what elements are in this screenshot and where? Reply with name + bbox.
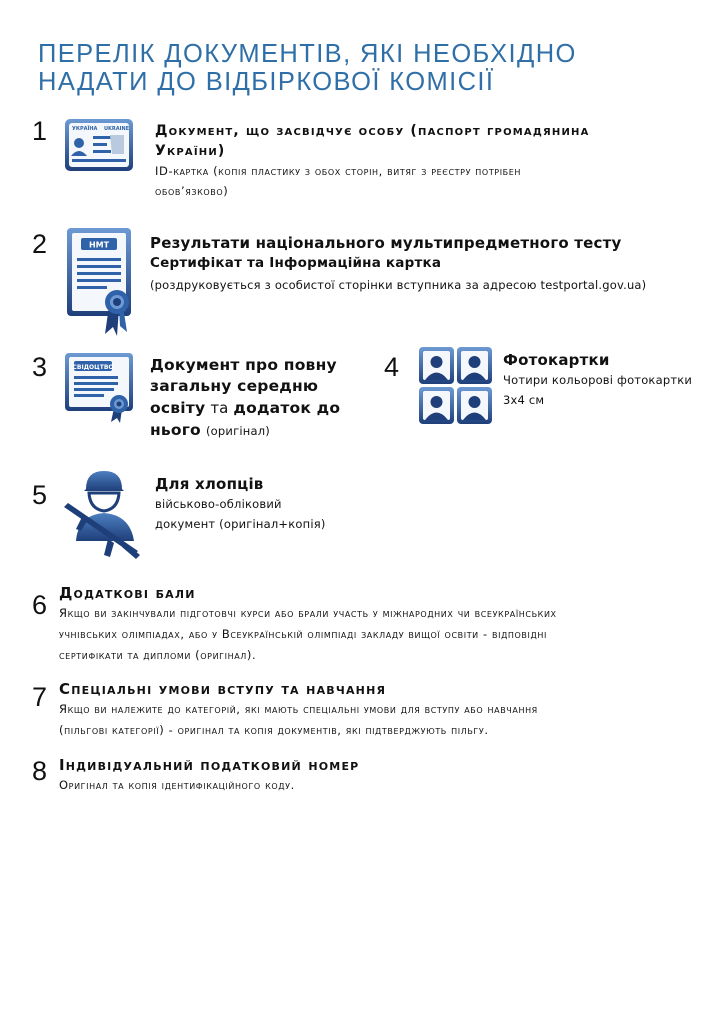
item-3-heading-line-4a: нього — [150, 421, 201, 439]
item-7-note-line-1: Якщо ви належите до категорій, які мають спеціальні умови для вступу або навчання — [59, 702, 538, 716]
item-8-heading: Індивідуальний податковий номер — [59, 756, 360, 774]
item-3-number: 3 — [32, 352, 48, 382]
school-certificate-icon — [64, 352, 136, 424]
item-4-note-line-2: 3х4 см — [503, 393, 545, 407]
svg-text:СВІДОЦТВО: СВІДОЦТВО — [72, 364, 114, 371]
page-title-line-2: НАДАТИ ДО ВІДБІРКОВОЇ КОМІСІЇ — [38, 68, 495, 96]
item-5-text — [155, 474, 455, 534]
item-3-heading-line-4 — [150, 419, 370, 441]
item-1-note-line-2: обов’язково) — [155, 184, 229, 198]
photo-cards-icon — [419, 347, 493, 425]
item-3-heading-line-3 — [150, 397, 370, 419]
soldier-rifle-icon — [62, 469, 142, 561]
item-3-note: (оригінал) — [206, 424, 270, 438]
item-6-number: 6 — [32, 590, 48, 620]
item-8-number: 8 — [32, 756, 48, 786]
item-5-note-line-1: військово-обліковий — [155, 497, 282, 511]
item-4-note-line-1: Чотири кольорові фотокартки — [503, 373, 693, 387]
item-6-note-line-1: Якщо ви закінчували підготовчі курси або брали участь у міжнародних чи всеукраїнських — [59, 606, 557, 620]
item-3-heading-line-1: Документ про повну — [150, 356, 337, 374]
item-1-heading-line-1: Документ, що засвідчує особу (паспорт громадянина — [155, 123, 590, 139]
item-5-number: 5 — [32, 480, 48, 510]
item-2-number: 2 — [32, 229, 48, 259]
item-3-heading-line-3c: додаток до — [233, 399, 341, 417]
item-7-heading: Спеціальні умови вступу та навчання — [59, 680, 387, 698]
item-7-note-line-2: (пільгові категорії) - оригінал та копія документів, які підтверджують пільгу. — [59, 723, 489, 737]
item-3-heading-line-3a: освіту — [150, 399, 206, 417]
item-1-text — [155, 121, 705, 201]
item-7-number: 7 — [32, 682, 48, 712]
item-6-note-line-2: учнівських олімпіадах, або у Всеукраїнській олімпіаді закладу вищої освіти - відповідні — [59, 627, 547, 641]
item-6-text — [59, 583, 709, 666]
item-2-heading: Результати національного мультипредметного тесту — [150, 234, 622, 252]
item-2-subheading: Сертифікат та Інформаційна картка — [150, 255, 442, 271]
item-6-heading: Додаткові бали — [59, 584, 196, 602]
svg-text:UKRAINE: UKRAINE — [104, 126, 130, 132]
item-7-text — [59, 679, 709, 741]
svg-text:НМТ: НМТ — [88, 240, 110, 250]
item-4-text — [503, 350, 713, 410]
item-3-heading-line-2: загальну середню — [150, 377, 319, 395]
passport-id-card-icon — [64, 118, 134, 172]
certificate-ribbon-icon — [65, 226, 137, 338]
item-4-number: 4 — [384, 352, 400, 382]
item-8-note: Оригінал та копія ідентифікаційного коду. — [59, 778, 295, 792]
item-5-note-line-2: документ (оригінал+копія) — [155, 517, 326, 531]
item-1-number: 1 — [32, 116, 48, 146]
item-3-text — [150, 355, 370, 441]
item-6-note-line-3: сертифікати та дипломи (оригінал). — [59, 648, 257, 662]
item-5-heading: Для хлопців — [155, 475, 264, 493]
item-1-note-line-1: ID-картка (копія пластику з обох сторін, витяг з реєстру потрібен — [155, 164, 522, 178]
item-8-text — [59, 755, 709, 795]
item-4-heading: Фотокартки — [503, 351, 610, 369]
page-title-line-1: ПЕРЕЛІК ДОКУМЕНТІВ, ЯКІ НЕОБХІДНО — [38, 40, 577, 68]
item-1-heading-line-2: України) — [155, 143, 226, 159]
item-2-text — [150, 233, 710, 295]
page-title — [38, 40, 678, 96]
item-3-heading-line-3b: та — [210, 399, 229, 417]
item-2-note: (роздруковується з особистої сторінки вступника за адресою testportal.gov.ua) — [150, 278, 647, 292]
svg-text:УКРАЇНА: УКРАЇНА — [72, 126, 98, 132]
